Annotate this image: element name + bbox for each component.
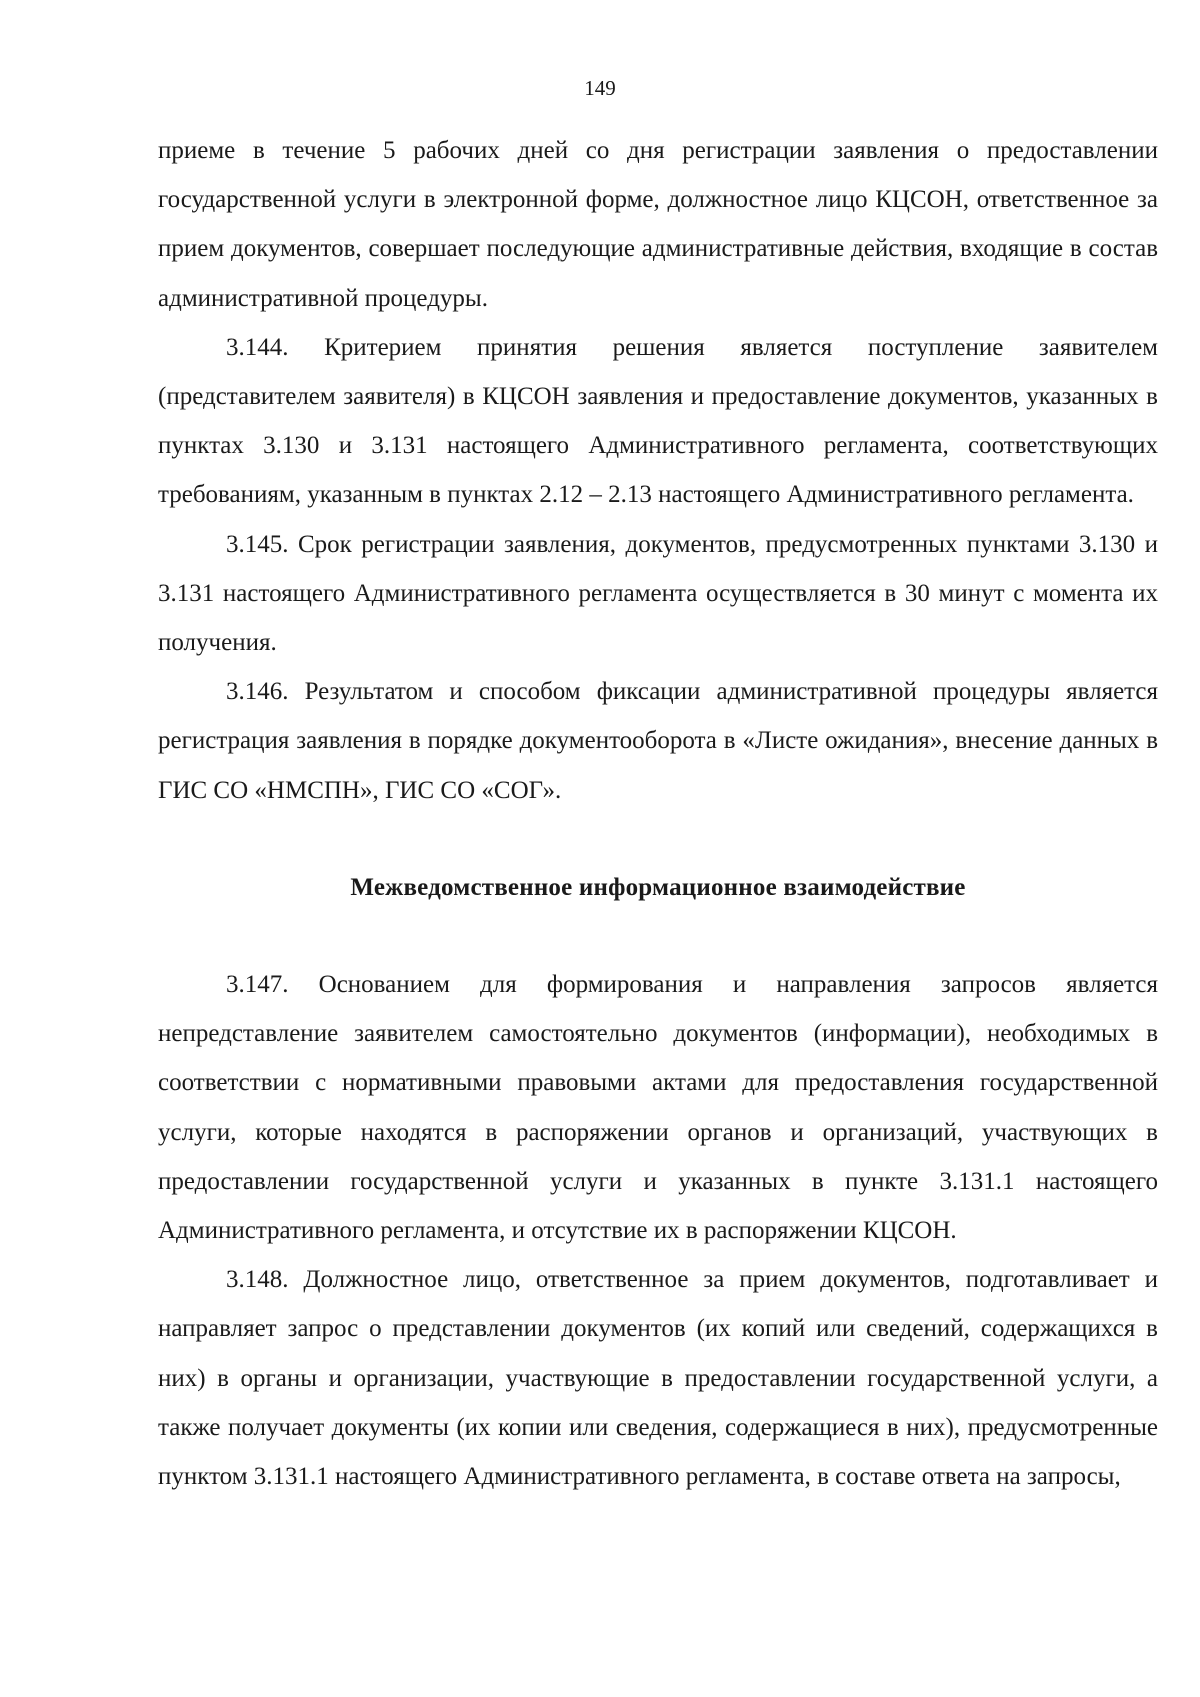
section-heading: Межведомственное информационное взаимодействие <box>350 873 966 901</box>
paragraph-3-147: 3.147. Основанием для формирования и направления запросов является непредставление заявителем самостоятельно документов (информации), необходимых в соответствии с нормативными правовыми актами для предоставления государственной услуги, которые находятся в распоряжении органов и организаций, участвующих в предоставлении государственной услуги и указанных в пункте 3.131.1 настоящего Административного регламента, и отсутствие их в распоряжении КЦСОН. <box>158 971 1158 1245</box>
paragraph-3-144: 3.144. Критерием принятия решения является поступление заявителем (представителем заявителя) в КЦСОН заявления и предоставление документов, указанных в пунктах 3.130 и 3.131 настоящего Административного регламента, соответствующих требованиям, указанным в пунктах 2.12 – 2.13 настоящего Административного регламента. <box>158 333 1158 509</box>
page-number: 149 <box>584 76 616 100</box>
paragraph-continuation: приеме в течение 5 рабочих дней со дня регистрации заявления о предоставлении государственной услуги в электронной форме, должностное лицо КЦСОН, ответственное за прием документов, совершает последующие административные действия, входящие в состав административной процедуры. <box>158 137 1158 312</box>
document-body <box>158 126 1158 1501</box>
paragraph-3-145: 3.145. Срок регистрации заявления, документов, предусмотренных пунктами 3.130 и 3.131 настоящего Административного регламента осуществляется в 30 минут с момента их получения. <box>158 530 1158 657</box>
paragraph-3-148: 3.148. Должностное лицо, ответственное за прием документов, подготавливает и направляет запрос о представлении документов (их копий или сведений, содержащихся в них) в органы и организации, участвующие в предоставлении государственной услуги, а также получает документы (их копии или сведения, содержащиеся в них), предусмотренные пунктом 3.131.1 настоящего Административного регламента, в составе ответа на запросы, <box>158 1266 1158 1491</box>
paragraph-3-146: 3.146. Результатом и способом фиксации административной процедуры является регистрация заявления в порядке документооборота в «Листе ожидания», внесение данных в ГИС СО «НМСПН», ГИС СО «СОГ». <box>158 678 1158 804</box>
